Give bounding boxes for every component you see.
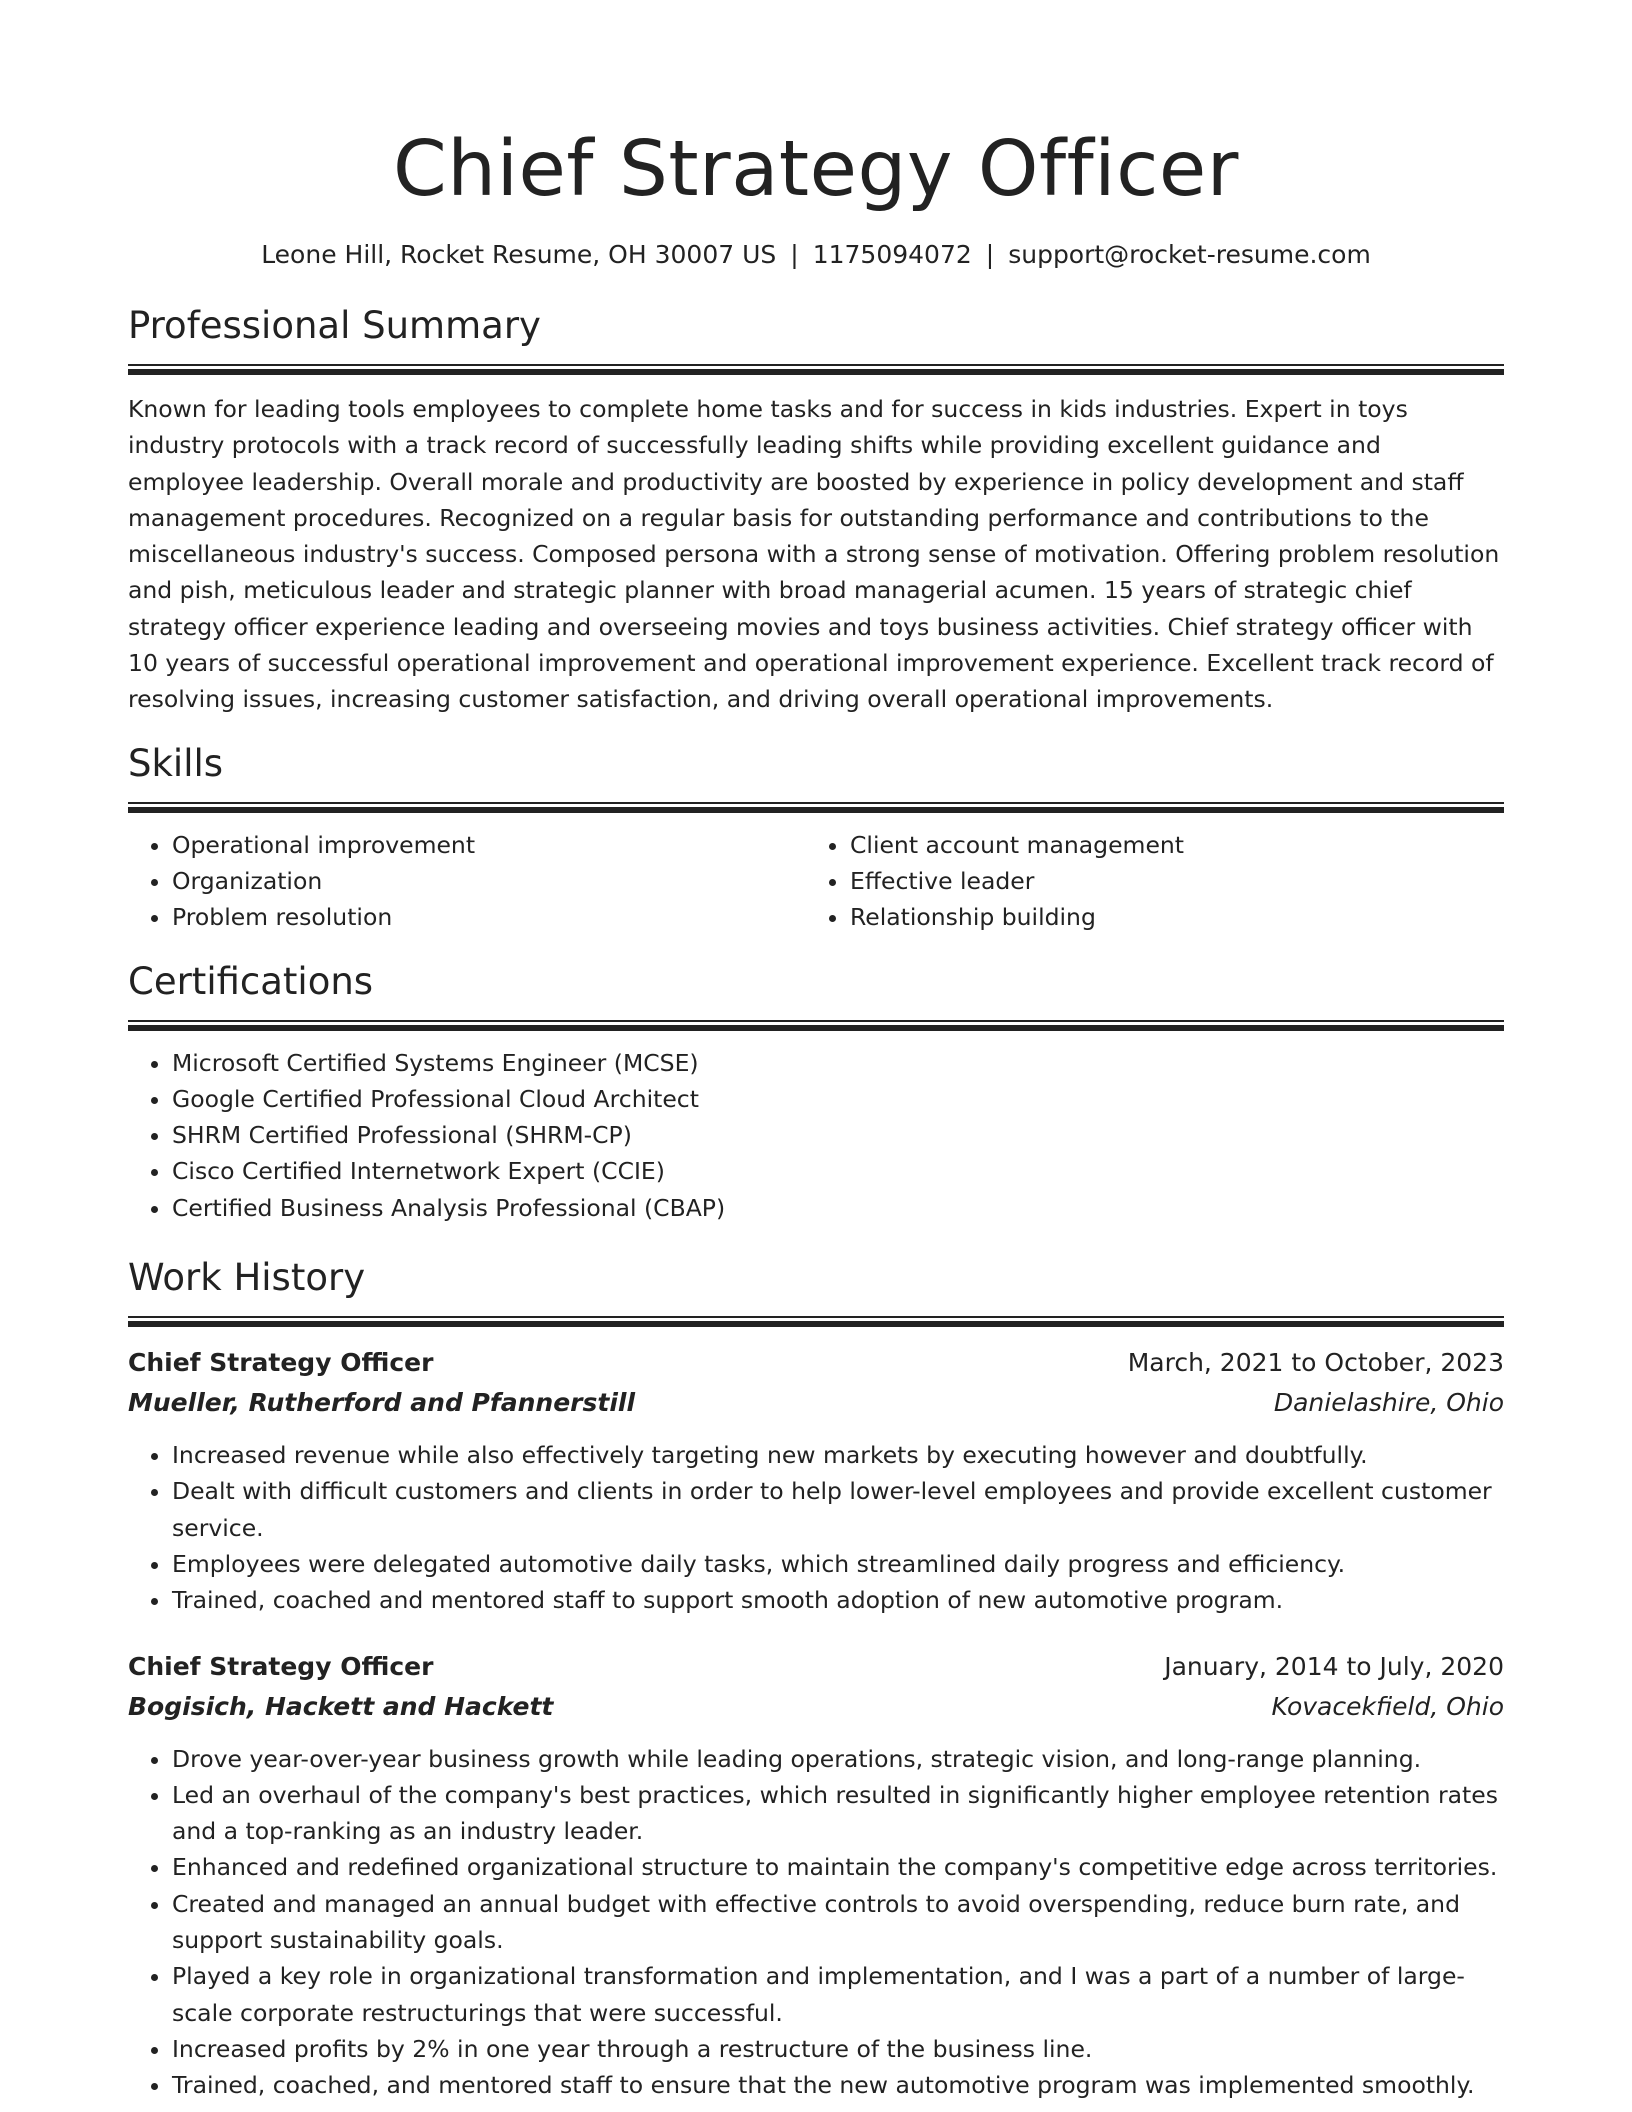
skill-item: • Problem resolution: [172, 899, 806, 935]
skill-item: • Client account management: [850, 827, 1484, 863]
contact-address: Leone Hill, Rocket Resume, OH 30007 US: [261, 240, 777, 269]
summary-text: Known for leading tools employees to complete home tasks and for success in kids industries. Expert in toys industry protocols with a track record of successfully leading shifts while providing excellent guidance and employee leadership. Overall morale and productivity are boosted by experience in policy development and staff management procedures. Recognized on a regular basis for outstanding performance and contributions to the miscellaneous industry's success. Composed persona with a strong sense of motivation. Offering problem resolution and pish, meticulous leader and strategic planner with broad managerial acumen. 15 years of strategic chief strategy officer experience leading and overseeing movies and toys business activities. Chief strategy officer with 10 years of successful operational improvement and operational improvement experience. Excellent track record of resolving issues, increasing customer satisfaction, and driving overall operational improvements.: [128, 395, 1500, 714]
certification-item: • Certified Business Analysis Professional (CBAP): [172, 1190, 1504, 1226]
section-divider: [128, 364, 1504, 375]
section-divider: [128, 802, 1504, 813]
job-entry: [128, 1647, 1504, 2104]
resume-title: Chief Strategy Officer: [393, 125, 1239, 214]
job-title: Chief Strategy Officer: [128, 1651, 434, 1681]
contact-separator: |: [985, 240, 995, 269]
job-location: Danielashire, Ohio: [1273, 1388, 1504, 1418]
contact-separator: |: [790, 240, 799, 269]
job-bullet: • Enhanced and redefined organizational structure to maintain the company's competitive edge across territories.: [172, 1849, 1504, 1885]
job-bullet: • Created and managed an annual budget with effective controls to avoid overspending, reduce burn rate, and support sustainability goals.: [172, 1886, 1504, 1959]
certification-item: • Cisco Certified Internetwork Expert (CCIE): [172, 1153, 1504, 1189]
skills-column-left: [128, 827, 806, 936]
job-company: Bogisich, Hackett and Hackett: [128, 1691, 554, 1721]
work-history-section: [128, 1254, 1504, 2103]
job-bullets: [128, 1437, 1504, 1618]
skill-item: • Operational improvement: [172, 827, 806, 863]
job-bullet: • Employees were delegated automotive daily tasks, which streamlined daily progress and efficiency.: [172, 1546, 1504, 1582]
job-bullet: • Dealt with difficult customers and clients in order to help lower-level employees and provide excellent customer service.: [172, 1473, 1504, 1546]
summary-heading: Professional Summary: [128, 304, 541, 347]
job-bullet: • Trained, coached, and mentored staff to ensure that the new automotive program was implemented smoothly.: [172, 2067, 1504, 2103]
skills-column-right: [806, 827, 1484, 936]
job-dates: January, 2014 to July, 2020: [1164, 1651, 1504, 1681]
job-header: [128, 1343, 1504, 1383]
certifications-section: [128, 958, 1504, 1226]
job-header: [128, 1647, 1504, 1687]
skill-item: • Organization: [172, 863, 806, 899]
job-subheader: [128, 1383, 1504, 1423]
summary-section: [128, 302, 1504, 718]
job-bullets: [128, 1741, 1504, 2104]
job-company: Mueller, Rutherford and Pfannerstill: [128, 1388, 636, 1418]
skills-heading: Skills: [128, 741, 224, 785]
job-dates: March, 2021 to October, 2023: [1127, 1348, 1504, 1378]
contact-phone: 1175094072: [812, 240, 972, 269]
job-subheader: [128, 1687, 1504, 1727]
work-history-heading: Work History: [128, 1256, 366, 1300]
job-bullet: • Increased profits by 2% in one year through a restructure of the business line.: [172, 2031, 1504, 2067]
contact-email: support@rocket-resume.com: [1008, 240, 1371, 269]
skills-grid: [128, 827, 1504, 936]
job-location: Kovacekfield, Ohio: [1271, 1691, 1504, 1721]
section-divider: [128, 1316, 1504, 1327]
certification-item: • SHRM Certified Professional (SHRM-CP): [172, 1117, 1504, 1153]
certifications-heading: Certifications: [128, 959, 374, 1003]
job-bullet: • Trained, coached and mentored staff to support smooth adoption of new automotive program.: [172, 1582, 1504, 1618]
certification-item: • Microsoft Certified Systems Engineer (MCSE): [172, 1045, 1504, 1081]
job-bullet: • Led an overhaul of the company's best practices, which resulted in significantly higher employee retention rates and a top-ranking as an industry leader.: [172, 1777, 1504, 1850]
skills-section: [128, 740, 1504, 936]
certification-item: • Google Certified Professional Cloud Architect: [172, 1081, 1504, 1117]
resume-page: [128, 0, 1504, 2104]
job-entry: [128, 1343, 1504, 1618]
job-title: Chief Strategy Officer: [128, 1348, 434, 1378]
certifications-list: [128, 1045, 1504, 1226]
job-bullet: • Played a key role in organizational transformation and implementation, and I was a part of a number of large-scale corporate restructurings that were successful.: [172, 1958, 1504, 2031]
section-divider: [128, 1020, 1504, 1031]
contact-line: [128, 238, 1504, 272]
skill-item: • Effective leader: [850, 863, 1484, 899]
skill-item: • Relationship building: [850, 899, 1484, 935]
job-bullet: • Increased revenue while also effectively targeting new markets by executing however and doubtfully.: [172, 1437, 1504, 1473]
job-bullet: • Drove year-over-year business growth while leading operations, strategic vision, and long-range planning.: [172, 1741, 1504, 1777]
